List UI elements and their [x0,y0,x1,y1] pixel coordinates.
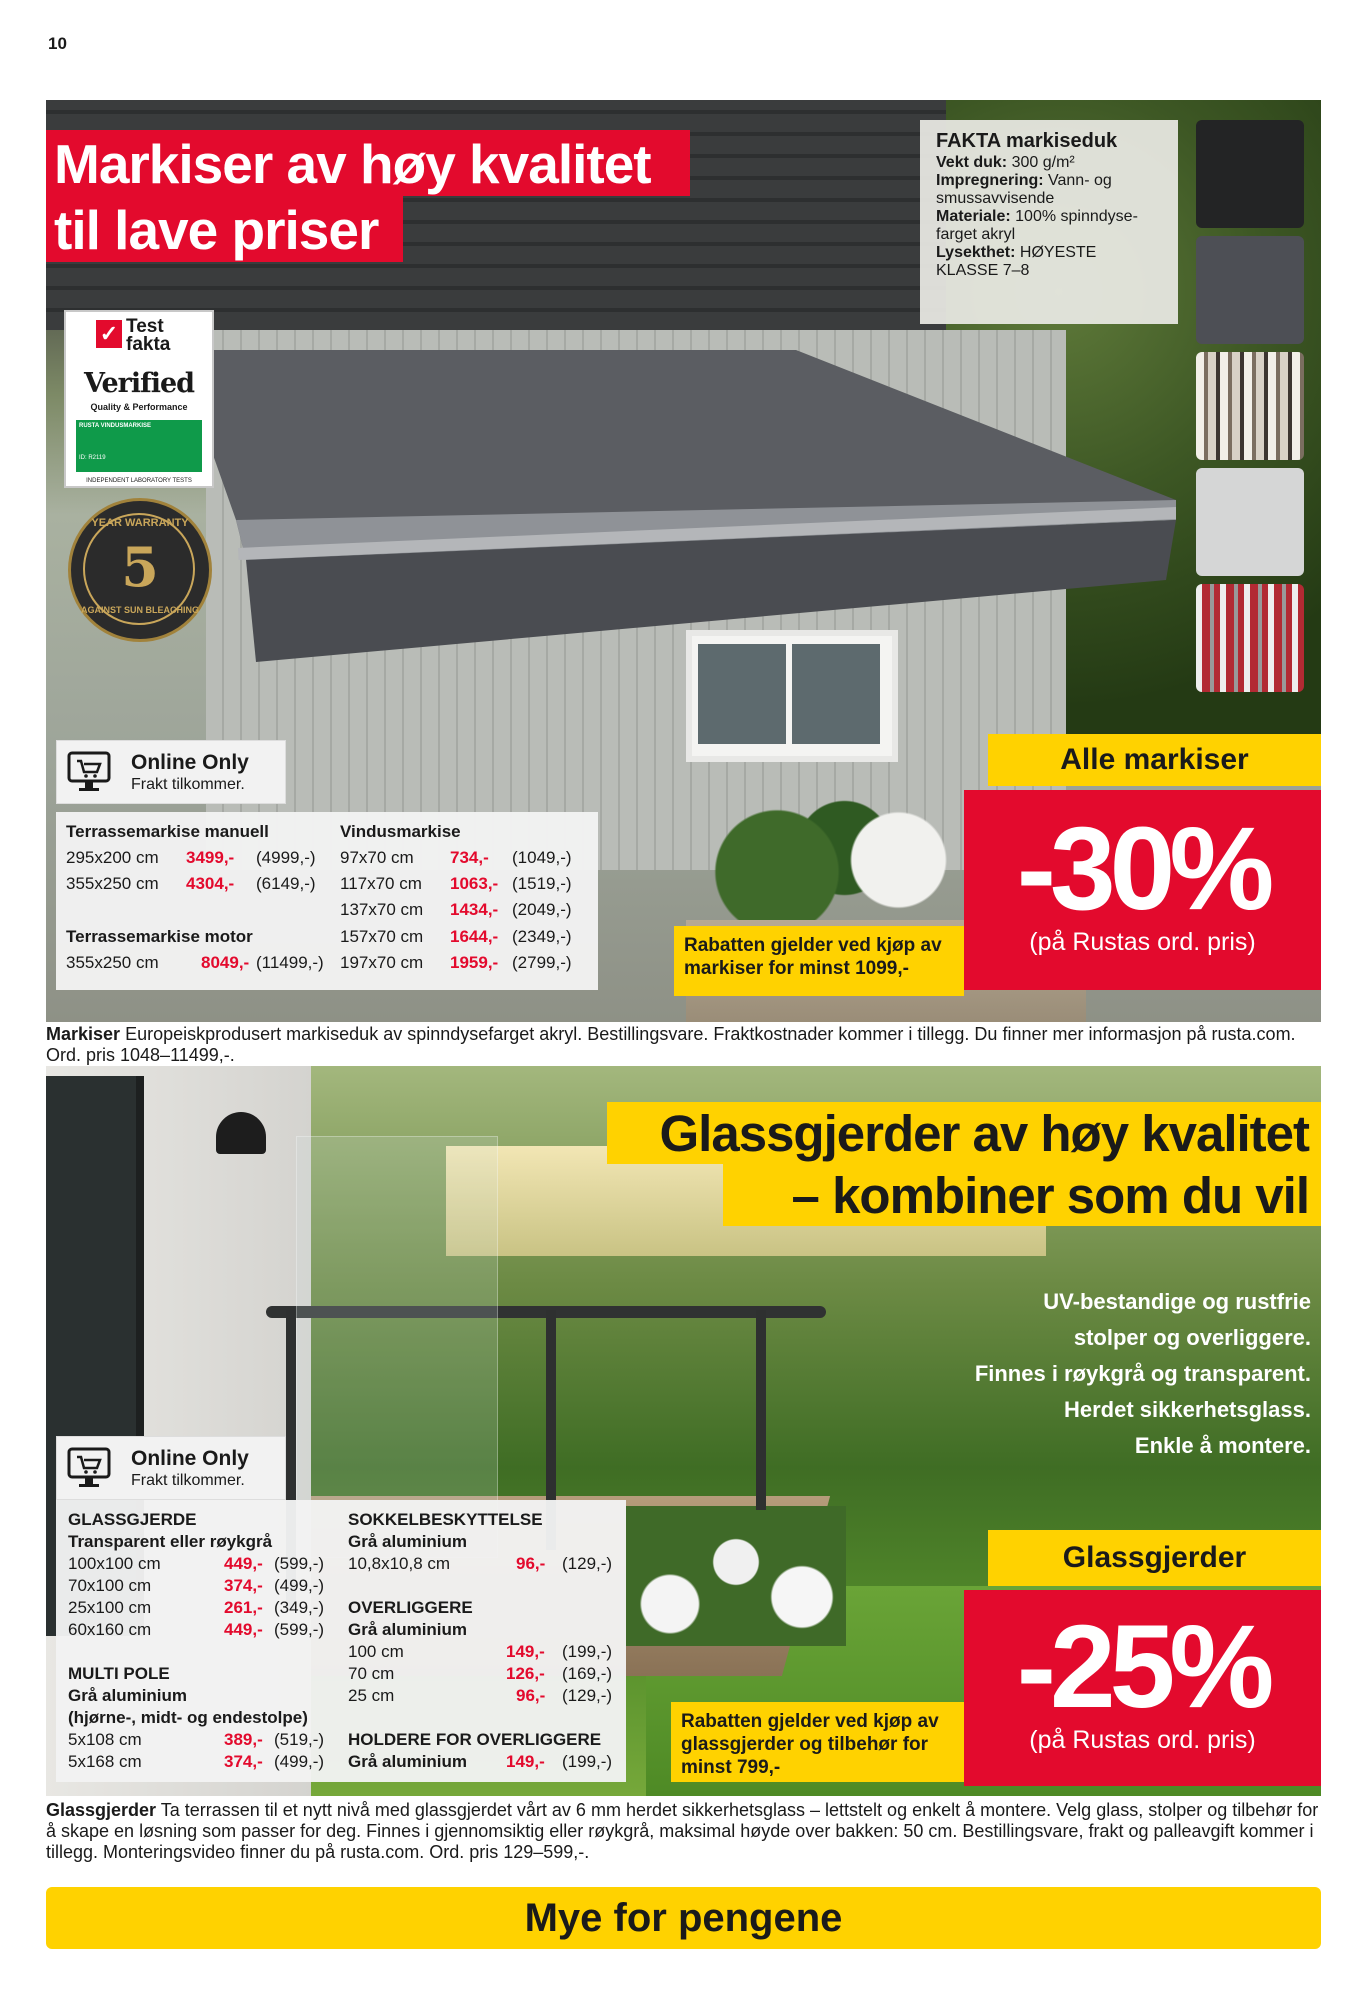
price-value: 261,- [224,1598,263,1617]
discount-ord-pris: (på Rustas ord. pris) [1029,1726,1256,1754]
price-table [56,812,598,990]
quality-label: Quality & Performance [90,402,188,412]
online-only-sub: Frakt tilkommer. [131,776,245,793]
price-value: 126,- [506,1664,545,1683]
headline-line-2: – kombiner som du vil [723,1164,1321,1226]
promo-heading: Alle markiser [988,734,1321,786]
price-size: 5x108 cm [68,1730,142,1749]
online-only-title: Online Only [131,751,249,774]
price-size: 25 cm [348,1686,395,1705]
fabric-swatch-beige-stripe [1196,352,1304,460]
promo-discount [964,1590,1321,1786]
price-size: 70x100 cm [68,1576,152,1595]
price-value: 374,- [224,1752,263,1771]
discount-ord-pris: (på Rustas ord. pris) [1029,928,1256,956]
price-value: 1959,- [450,953,499,972]
price-size: 100 cm [348,1642,404,1661]
price-value: 449,- [224,1554,263,1573]
price-ord: (199,-) [562,1642,613,1661]
feature-item: stolper og overliggere. [1073,1325,1311,1350]
price-ord: (2049,-) [512,900,572,919]
price-value: 449,- [224,1620,263,1639]
price-heading: Terrassemarkise manuell [66,822,269,841]
price-value: 734,- [450,848,489,867]
discount-percent: -30% [1016,803,1269,935]
price-ord: (129,-) [562,1686,613,1705]
fakta-row [936,244,1162,280]
price-value: 96,- [516,1554,546,1573]
testfakta-logo: Test fakta [126,316,171,355]
warranty-top-text: YEAR WARRANTY [91,517,189,529]
fakta-label: Impregnering: [936,172,1044,189]
price-ord: (169,-) [562,1664,613,1683]
price-heading: Terrassemarkise motor [66,927,253,946]
headline [46,130,690,262]
testfakta-badge [64,310,214,488]
price-value: 8049,- [201,953,250,972]
price-heading: GLASSGJERDE [68,1510,197,1529]
price-subheading: Grå aluminium [68,1686,188,1705]
price-size: 355x250 cm [66,953,159,972]
fakta-value: Vann- og smussavvisende [936,172,1112,207]
desc-bold: Glassgjerder [46,1800,157,1820]
page-number: 10 [48,34,67,53]
fakta-value: HØYESTE KLASSE 7–8 [936,244,1097,279]
price-ord: (599,-) [274,1620,325,1639]
fakta-row [936,208,1162,244]
footer-banner: Mye for pengene [46,1887,1321,1949]
price-value: 1644,- [450,927,499,946]
price-value: 389,- [224,1730,263,1749]
desc-bold: Markiser [46,1024,121,1044]
price-heading: MULTI POLE [68,1664,170,1683]
price-heading: OVERLIGGERE [348,1598,473,1617]
price-table [56,1500,626,1782]
independent-label: INDEPENDENT LABORATORY TESTS [86,478,192,484]
rabatt-note: Rabatten gjelder ved kjøp av glassgjerder og tilbehør for minst 799,- [671,1702,971,1782]
headline [607,1102,1321,1226]
price-heading: HOLDERE FOR OVERLIGGERE [348,1730,602,1749]
flowers-image [626,1506,846,1646]
price-ord: (129,-) [562,1554,613,1573]
price-ord: (1519,-) [512,874,572,893]
fence-post [756,1310,766,1510]
price-value: 4304,- [186,874,235,893]
price-size: 25x100 cm [68,1598,152,1617]
headline-line-2: til lave priser [46,196,403,262]
price-size: 70 cm [348,1664,395,1683]
price-value: 149,- [506,1752,545,1771]
price-size: 355x250 cm [66,874,159,893]
glass-fence-section [46,1066,1321,1796]
price-size: 117x70 cm [340,874,422,893]
cart-icon [67,1445,111,1489]
fabric-swatch-light-grey [1196,468,1304,576]
price-ord: (599,-) [274,1554,325,1573]
price-subheading: Transparent eller røykgrå [68,1532,273,1551]
fakta-label: Lysekthet: [936,244,1016,261]
price-size: 295x200 cm [66,848,159,867]
price-ord: (199,-) [562,1752,613,1771]
promo-discount [964,790,1321,990]
headline-line-1: Glassgjerder av høy kvalitet [607,1102,1321,1164]
price-size: 197x70 cm [340,953,424,972]
price-subheading: Grå aluminium [348,1752,468,1771]
price-ord: (499,-) [274,1752,325,1771]
online-only-box [56,1436,286,1500]
price-heading: SOKKELBESKYTTELSE [348,1510,543,1529]
cart-icon [67,749,111,793]
verified-label: Verified [83,368,195,399]
feature-list [975,1284,1311,1464]
price-size: 100x100 cm [68,1554,161,1573]
price-size: 157x70 cm [340,927,424,946]
check-icon: ✓ [96,320,122,348]
fakta-title: FAKTA markiseduk [936,130,1118,152]
testfakta-product: RUSTA VINDUSMARKISE [79,423,152,429]
price-value: 149,- [506,1642,545,1661]
price-size: 60x160 cm [68,1620,152,1639]
online-only-sub: Frakt tilkommer. [131,1472,245,1489]
fakta-label: Materiale: [936,208,1011,225]
awning-description [46,1024,1326,1066]
price-value: 1434,- [450,900,499,919]
price-ord: (349,-) [274,1598,325,1617]
feature-item: Enkle å montere. [1134,1433,1311,1458]
promo-heading: Glassgjerder [988,1530,1321,1586]
price-subheading: Grå aluminium [348,1620,468,1639]
feature-item: Herdet sikkerhetsglass. [1063,1397,1311,1422]
price-subheading: Grå aluminium [348,1532,468,1551]
price-value: 1063,- [450,874,499,893]
price-ord: (6149,-) [256,874,316,893]
price-value: 3499,- [186,848,235,867]
wall-lamp-image [216,1112,266,1154]
fabric-swatch-red-stripe [1196,584,1304,692]
price-ord: (2799,-) [512,953,572,972]
awning-image [176,350,1176,700]
price-size: 97x70 cm [340,848,414,867]
rabatt-note: Rabatten gjelder ved kjøp av markiser for minst 1099,- [674,926,964,996]
testfakta-green-box [76,420,202,472]
price-ord: (519,-) [274,1730,325,1749]
price-size: 10,8x10,8 cm [348,1554,451,1573]
price-subheading: (hjørne-, midt- og endestolpe) [68,1708,308,1727]
desc-text: Ta terrassen til et nytt nivå med glassgjerdet vårt av 6 mm herdet sikkerhetsglass – lettstelt og enkelt å montere. Velg glass, stolper og tilbehør for å skape en løsning som passer for deg. Finnes i gjennomsiktig eller røykgrå, maksimal høyde over bakken: 50 cm. Bestillingsvare, frakt og palleavgift kommer i tillegg. Monteringsvideo finner du på rusta.com. Ord. pris 129–599,-. [46,1800,1319,1862]
fakta-row [936,154,1162,172]
fakta-label: Vekt duk: [936,154,1008,171]
price-ord: (4999,-) [256,848,316,867]
fakta-value: 100% spinndyse-farget akryl [936,208,1138,243]
glass-panel [296,1136,498,1558]
fabric-swatch-black [1196,120,1304,228]
fakta-value: 300 g/m² [1011,154,1075,171]
feature-item: Finnes i røykgrå og transparent. [974,1361,1311,1386]
desc-text: Europeiskprodusert markiseduk av spinndysefarget akryl. Bestillingsvare. Fraktkostnader kommer i tillegg. Du finner mer informasjon på rusta.com. Ord. pris 1048–11499,-. [46,1024,1296,1065]
awning-section [46,100,1321,1022]
discount-percent: -25% [1016,1601,1269,1733]
plants-image [696,800,966,920]
price-size: 137x70 cm [340,900,424,919]
warranty-bottom-text: AGAINST SUN BLEACHING [80,605,199,615]
fakta-row [936,172,1162,208]
warranty-seal [68,498,212,642]
online-only-title: Online Only [131,1447,249,1470]
price-value: 374,- [224,1576,263,1595]
price-ord: (11499,-) [256,953,324,972]
testfakta-id: ID: R2119 [79,455,106,461]
headline-line-1: Markiser av høy kvalitet [46,130,690,196]
price-value: 96,- [516,1686,546,1705]
warranty-number: 5 [121,535,159,599]
price-heading: Vindusmarkise [340,822,461,841]
fakta-box [920,120,1178,324]
price-ord: (1049,-) [512,848,572,867]
feature-item: UV-bestandige og rustfrie [1043,1289,1311,1314]
price-ord: (499,-) [274,1576,325,1595]
online-only-box [56,740,286,804]
price-ord: (2349,-) [512,927,572,946]
glass-fence-description [46,1800,1326,1863]
price-size: 5x168 cm [68,1752,142,1771]
fabric-swatch-grey [1196,236,1304,344]
